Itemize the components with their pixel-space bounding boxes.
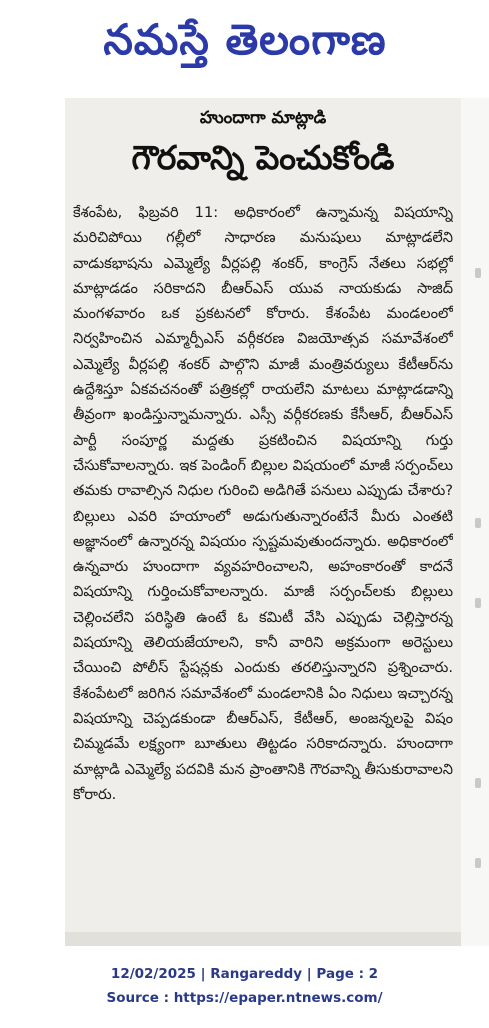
masthead-logo-text: నమస్తే తెలంగాణ bbox=[103, 15, 387, 64]
article-body: కేశంపేట, ఫిబ్రవరి 11: అధికారంలో ఉన్నామన్న విషయాన్ని మరిచిపోయి గల్లీలో సాధారణ మనుషులు మాట్లాడలేని వాడుకభాషను ఎమ్మెల్యే వీర్లపల్లి శంకర్, కాంగ్రెస్ నేతలు సభల్లో మాట్లాడడం సరికాదని బీఆర్ఎస్ యువ నాయకుడు సాజిద్ మంగళవారం ఒక ప్రకటనలో కోరారు. కేశంపేట మండలంలో నిర్వహించిన ఎమ్మార్పీఎస్ వర్గీకరణ విజయోత్సవ సమావేశంలో ఎమ్మెల్యే వీర్లపల్లి శంకర్ పాల్గొని మాజీ మంత్రివర్యులు కేటీఆర్‌ను ఉద్దేశిస్తూ ఏకవచనంతో పత్రికల్లో రాయలేని మాటలు మాట్లాడడాన్ని తీవ్రంగా ఖండిస్తున్నామన్నారు. ఎస్సీ వర్గీకరణకు కేసీఆర్, బీఆర్ఎస్ పార్టీ సంపూర్ణ మద్దతు ప్రకటించిన విషయాన్ని గుర్తు చేసుకోవాలన్నారు. ఇక పెండింగ్ బిల్లుల విషయంలో మాజీ సర్పంచ్‌లు తమకు రావాల్సిన నిధుల గురించి అడిగితే పనులు ఎప్పుడు చేశారు? బిల్లులు ఎవరి హయాంలో అడుగుతున్నారంటేనే మీరు ఎంతటి అజ్ఞానంలో ఉన్నారన్న విషయం స్పష్టమవుతుందన్నారు. అధికారంలో ఉన్నవారు హుందాగా వ్యవహరించాలని, అహంకారంతో కాదనే విషయాన్ని గుర్తించుకోవాలన్నారు. మాజీ సర్పంచ్‌లకు బిల్లులు చెల్లించలేని పరిస్థితి ఉంటే ఓ కమిటీ వేసి ఎప్పుడు చెల్లిస్తారన్న విషయాన్ని తెలియజేయాలని, కానీ వారిని అక్రమంగా అరెస్టులు చేయించి పోలీస్ స్టేషన్లకు ఎందుకు తరలిస్తున్నారని ప్రశ్నించారు. కేశంపేటలో జరిగిన సమావేశంలో మండలానికి ఏం నిధులు ఇచ్చారన్న విషయాన్ని చెప్పడకుండా బీఆర్ఎస్, కేటీఆర్, అంజన్నలపై విషం చిమ్మడమే లక్ష్యంగా బూతులు తిట్టడం సరికాదన్నారు. హుందాగా మాట్లాడి ఎమ్మెల్యే పదవికి మన ప్రాంతానికి గౌరవాన్ని తీసుకురావాలని కోరారు. bbox=[73, 204, 453, 803]
adjacent-text-fragment bbox=[475, 778, 481, 788]
adjacent-text-fragment bbox=[475, 598, 481, 608]
footer-edition-info: 12/02/2025 | Rangareddy | Page : 2 bbox=[110, 966, 379, 982]
adjacent-text-fragment bbox=[475, 858, 481, 868]
article-headline: గౌరవాన్ని పెంచుకోండి bbox=[131, 138, 395, 177]
newspaper-masthead bbox=[20, 4, 470, 86]
article-kicker: హుందాగా మాట్లాడి bbox=[199, 108, 327, 128]
footer-source-link[interactable]: Source : https://epaper.ntnews.com/ bbox=[106, 990, 383, 1006]
adjacent-text-fragment bbox=[475, 518, 481, 528]
article-clipping bbox=[65, 98, 461, 946]
adjacent-column-edge bbox=[461, 98, 489, 946]
clipping-bottom-edge bbox=[65, 932, 461, 946]
adjacent-text-fragment bbox=[475, 268, 481, 278]
